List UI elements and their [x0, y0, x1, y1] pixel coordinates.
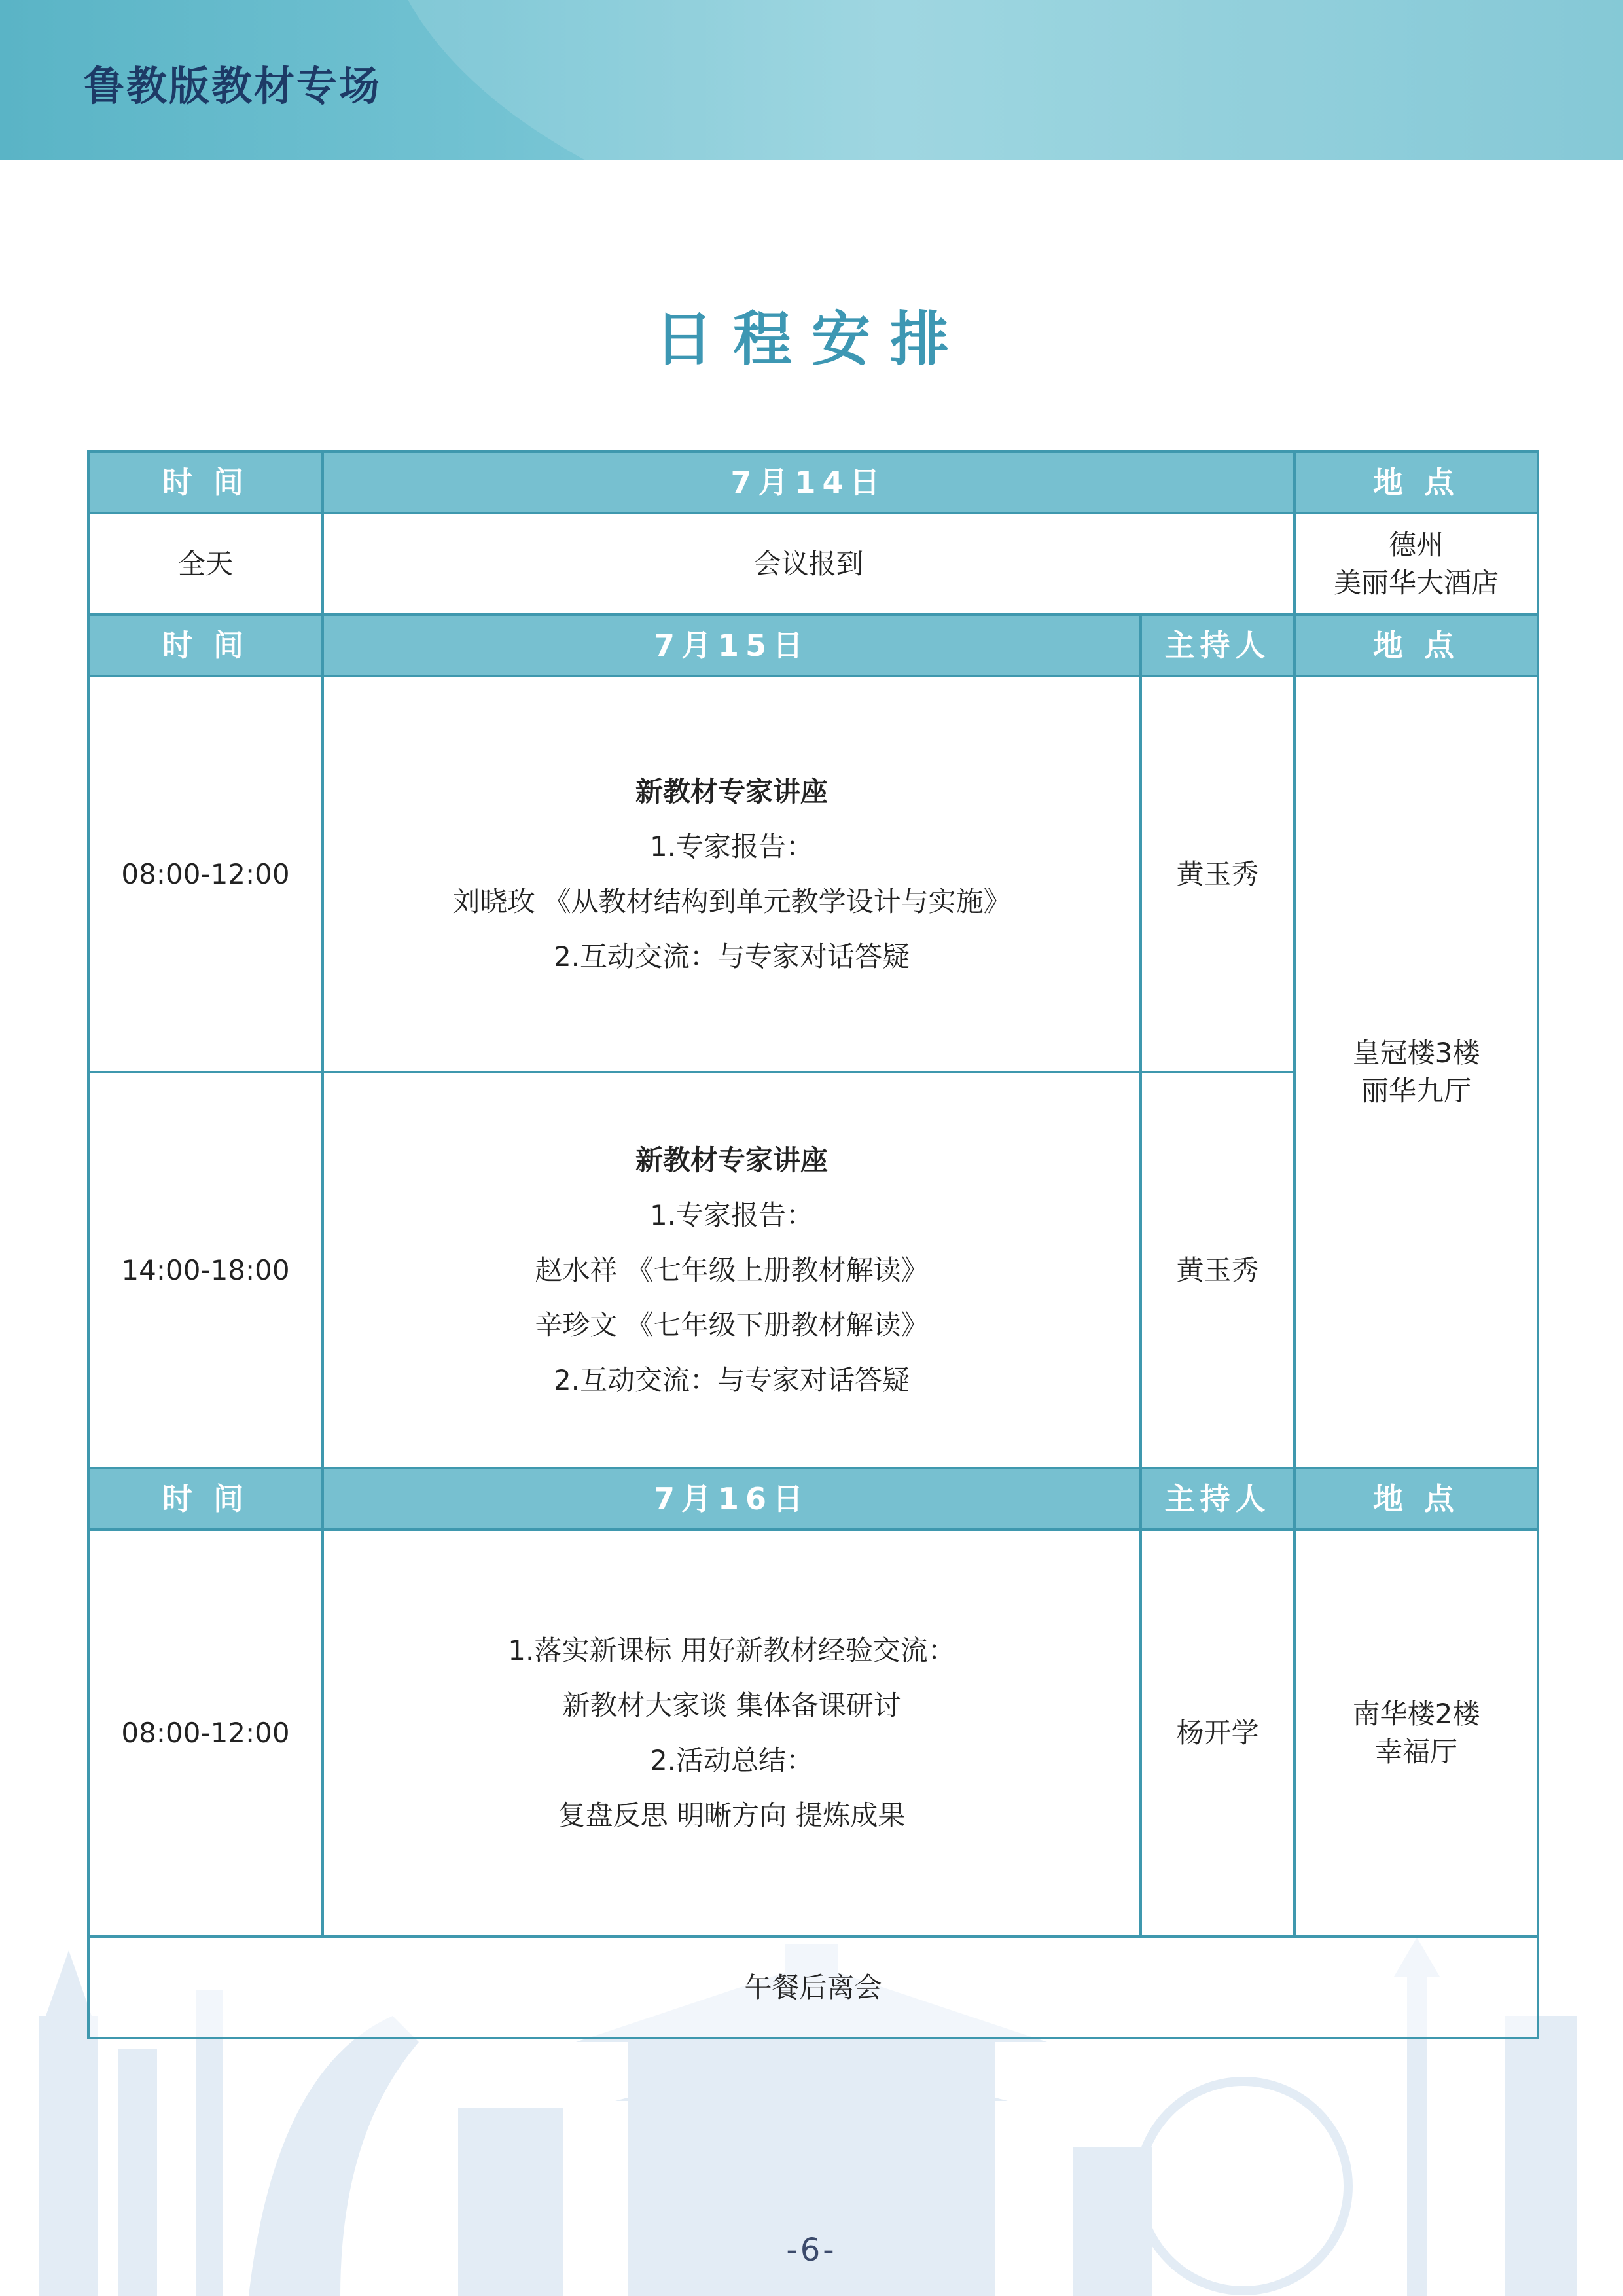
day3-place: [1294, 1530, 1538, 1937]
day3-place-line2: 幸福厅: [1374, 1736, 1457, 1768]
host-column-header: 主持人: [1141, 615, 1294, 676]
day2-session-2-content: [323, 1072, 1141, 1468]
day1-event: 会议报到: [323, 513, 1294, 615]
page-header-band: [0, 0, 1623, 160]
day2-place: [1294, 676, 1538, 1468]
session-line: 1.专家报告：: [649, 1198, 814, 1231]
day2-header-row: [88, 615, 1538, 676]
day3-date: 7月16日: [323, 1468, 1141, 1530]
day1-place: [1294, 513, 1538, 615]
day2-session-1-row: [88, 676, 1538, 1072]
day1-row: [88, 513, 1538, 615]
session-title: 新教材专家讲座: [635, 775, 828, 808]
time-column-header: 时 间: [88, 452, 323, 513]
session-line: 赵水祥 《七年级上册教材解读》: [535, 1253, 929, 1286]
day1-date: 7月14日: [323, 452, 1294, 513]
time-column-header: 时 间: [88, 1468, 323, 1530]
schedule-table: [87, 450, 1539, 2039]
place-column-header: 地 点: [1294, 452, 1538, 513]
page-title: 日程安排: [654, 305, 969, 374]
day3-place-line1: 南华楼2楼: [1352, 1698, 1480, 1730]
place-column-header: 地 点: [1294, 615, 1538, 676]
header-decoration: [380, 0, 1623, 160]
day3-header-row: [88, 1468, 1538, 1530]
day2-session-1-time: 08:00-12:00: [88, 676, 323, 1072]
host-column-header: 主持人: [1141, 1468, 1294, 1530]
session-title: 新教材专家讲座: [635, 1143, 828, 1176]
session-line: 新教材大家谈 集体备课研讨: [562, 1689, 901, 1721]
day2-session-1-host: 黄玉秀: [1141, 676, 1294, 1072]
day3-content: [323, 1530, 1141, 1937]
session-line: 复盘反思 明晰方向 提炼成果: [558, 1799, 906, 1831]
day2-place-line2: 丽华九厅: [1361, 1075, 1471, 1107]
closing-row: [88, 1937, 1538, 2038]
day2-session-1-content: [323, 676, 1141, 1072]
header-title: 鲁教版教材专场: [84, 62, 382, 110]
day1-header-row: [88, 452, 1538, 513]
day3-row: [88, 1530, 1538, 1937]
closing-note: 午餐后离会: [88, 1937, 1538, 2038]
day2-session-2-time: 14:00-18:00: [88, 1072, 323, 1468]
day2-date: 7月15日: [323, 615, 1141, 676]
place-column-header: 地 点: [1294, 1468, 1538, 1530]
day1-place-line1: 德州: [1388, 528, 1444, 561]
day2-session-2-host: 黄玉秀: [1141, 1072, 1294, 1468]
session-line: 2.活动总结：: [649, 1744, 814, 1776]
day1-place-line2: 美丽华大酒店: [1333, 566, 1499, 599]
session-line: 2.互动交流：与专家对话答疑: [553, 1363, 910, 1396]
session-line: 辛珍文 《七年级下册教材解读》: [535, 1308, 929, 1341]
session-line: 2.互动交流：与专家对话答疑: [553, 940, 910, 973]
page-number: -6-: [786, 2232, 837, 2269]
time-column-header: 时 间: [88, 615, 323, 676]
session-line: 刘晓玫 《从教材结构到单元教学设计与实施》: [452, 885, 1011, 918]
day2-place-line1: 皇冠楼3楼: [1352, 1037, 1480, 1069]
session-line: 1.落实新课标 用好新教材经验交流：: [508, 1634, 955, 1666]
day3-host: 杨开学: [1141, 1530, 1294, 1937]
session-line: 1.专家报告：: [649, 830, 814, 863]
day3-time: 08:00-12:00: [88, 1530, 323, 1937]
day1-time: 全天: [88, 513, 323, 615]
